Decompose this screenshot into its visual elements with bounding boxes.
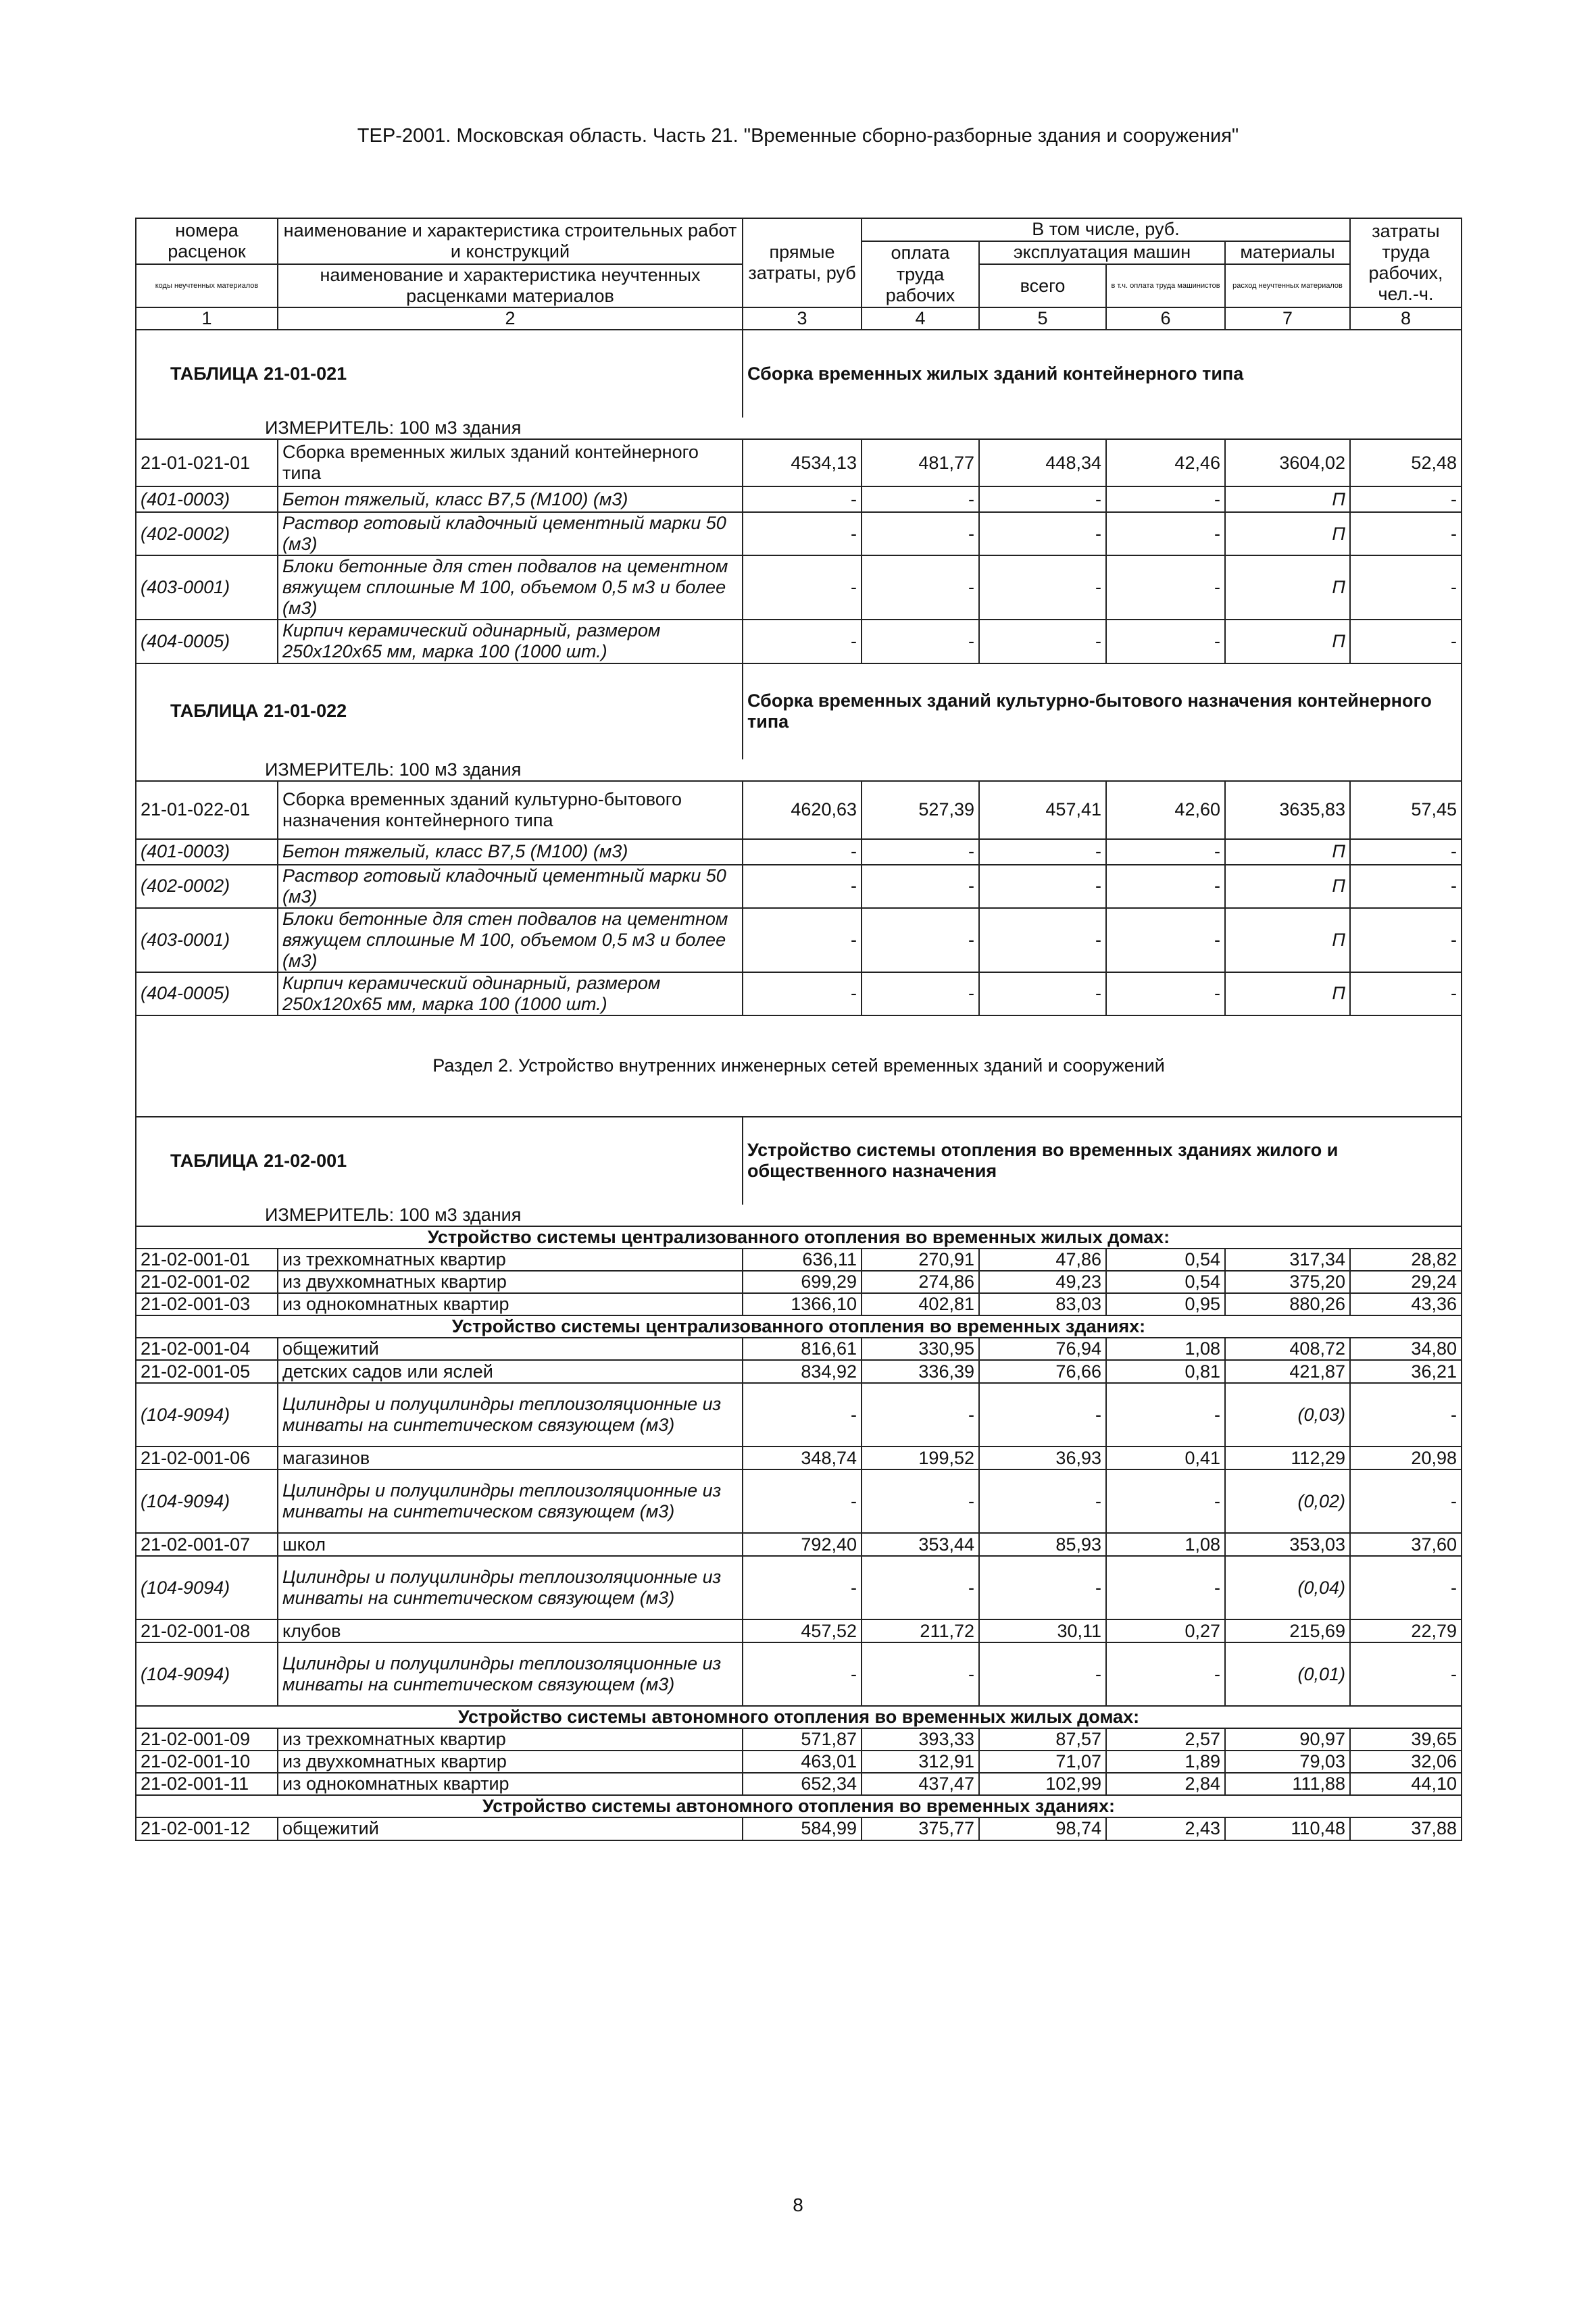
value-cell: - [1106,972,1225,1015]
section-title: Раздел 2. Устройство внутренних инженерных сетей временных зданий и сооружений [136,1015,1462,1117]
rate-row [136,1338,1462,1360]
rate-code: 21-01-022-01 [136,781,278,839]
value-cell: 274,86 [862,1271,979,1293]
value-cell: П [1225,865,1350,908]
value-cell: - [862,1556,979,1619]
value-cell: 0,54 [1106,1271,1225,1293]
rate-code: 21-02-001-09 [136,1728,278,1751]
value-cell: 2,43 [1106,1817,1225,1840]
rate-row [136,1293,1462,1315]
col-number: 5 [979,307,1106,330]
rate-row [136,1619,1462,1642]
value-cell: - [979,620,1106,663]
material-name: Бетон тяжелый, класс В7,5 (М100) (м3) [278,486,743,512]
col-header-code-sub: коды неучтенных материалов [136,264,278,307]
value-cell: - [1350,1556,1462,1619]
value-cell: 112,29 [1225,1447,1350,1469]
col-number: 3 [743,307,862,330]
page-header: ТЕР-2001. Московская область. Часть 21. "Временные сборно-разборные здания и сооружения" [357,125,1239,147]
table-title: Сборка временных зданий культурно-бытового назначения контейнерного типа [743,663,1462,759]
col-header-group: В том числе, руб. [862,218,1350,241]
value-cell: 211,72 [862,1619,979,1642]
value-cell: 330,95 [862,1338,979,1360]
value-cell: 317,34 [1225,1249,1350,1271]
rate-code: 21-02-001-08 [136,1619,278,1642]
value-cell: 57,45 [1350,781,1462,839]
rate-row [136,439,1462,486]
value-cell: 87,57 [979,1728,1106,1751]
col-header-wages: оплата труда рабочих [862,241,979,307]
rate-name: из однокомнатных квартир [278,1293,743,1315]
value-cell: - [979,865,1106,908]
table-label: ТАБЛИЦА 21-01-021 [136,330,743,418]
col-header-name: наименование и характеристика строительных работ и конструкций [278,218,743,264]
value-cell: - [862,555,979,620]
value-cell: 457,41 [979,781,1106,839]
value-cell: 652,34 [743,1773,862,1795]
value-cell: 20,98 [1350,1447,1462,1469]
value-cell: 353,44 [862,1533,979,1556]
value-cell: - [743,865,862,908]
value-cell: - [979,1556,1106,1619]
rate-code: 21-02-001-03 [136,1293,278,1315]
rate-row [136,1360,1462,1383]
value-cell: 199,52 [862,1447,979,1469]
value-cell: - [1106,908,1225,972]
value-cell: 76,66 [979,1360,1106,1383]
rate-name: магазинов [278,1447,743,1469]
material-row [136,486,1462,512]
value-cell: 834,92 [743,1360,862,1383]
table-label: ТАБЛИЦА 21-02-001 [136,1117,743,1205]
value-cell: - [1350,839,1462,865]
value-cell: - [1106,1556,1225,1619]
value-cell: 3635,83 [1225,781,1350,839]
value-cell: - [1106,1383,1225,1447]
value-cell: - [743,1556,862,1619]
value-cell: П [1225,620,1350,663]
value-cell: - [979,512,1106,555]
rate-code: 21-02-001-11 [136,1773,278,1795]
value-cell: 393,33 [862,1728,979,1751]
value-cell: 47,86 [979,1249,1106,1271]
value-cell: - [979,555,1106,620]
value-cell: 29,24 [1350,1271,1462,1293]
value-cell: - [862,486,979,512]
value-cell: - [862,908,979,972]
rate-code: 21-02-001-04 [136,1338,278,1360]
value-cell: 527,39 [862,781,979,839]
col-number: 6 [1106,307,1225,330]
group-header: Устройство системы централизованного отопления во временных жилых домах: [136,1226,1462,1249]
col-number: 8 [1350,307,1462,330]
value-cell: 584,99 [743,1817,862,1840]
material-name: Блоки бетонные для стен подвалов на цементном вяжущем сплошные М 100, объемом 0,5 м3 и более (м3) [278,555,743,620]
table-title: Сборка временных жилых зданий контейнерного типа [743,330,1462,418]
material-row [136,1383,1462,1447]
value-cell: - [1106,486,1225,512]
value-cell: - [979,839,1106,865]
material-name: Бетон тяжелый, класс В7,5 (М100) (м3) [278,839,743,865]
rate-name: из двухкомнатных квартир [278,1751,743,1773]
material-code: (104-9094) [136,1642,278,1706]
group-header: Устройство системы централизованного отопления во временных зданиях: [136,1315,1462,1338]
value-cell: 481,77 [862,439,979,486]
material-code: (104-9094) [136,1383,278,1447]
value-cell: 37,60 [1350,1533,1462,1556]
material-code: (403-0001) [136,908,278,972]
rates-table [135,218,1462,1841]
rate-name: общежитий [278,1817,743,1840]
material-row [136,512,1462,555]
value-cell: 0,54 [1106,1249,1225,1271]
value-cell: 312,91 [862,1751,979,1773]
value-cell: 880,26 [1225,1293,1350,1315]
material-name: Раствор готовый кладочный цементный марки 50 (м3) [278,512,743,555]
value-cell: 0,95 [1106,1293,1225,1315]
rate-row [136,1817,1462,1840]
value-cell: - [743,908,862,972]
col-header-machines: эксплуатация машин [979,241,1225,264]
value-cell: 4534,13 [743,439,862,486]
value-cell: - [1106,620,1225,663]
value-cell: 43,36 [1350,1293,1462,1315]
value-cell: - [743,620,862,663]
material-code: (401-0003) [136,486,278,512]
value-cell: 0,81 [1106,1360,1225,1383]
value-cell: 83,03 [979,1293,1106,1315]
rate-row [136,1728,1462,1751]
value-cell: - [1106,1469,1225,1533]
col-header-name-sub: наименование и характеристика неучтенных расценками материалов [278,264,743,307]
value-cell: - [1350,1383,1462,1447]
material-row [136,1469,1462,1533]
value-cell: 437,47 [862,1773,979,1795]
rate-code: 21-01-021-01 [136,439,278,486]
value-cell: - [1350,486,1462,512]
value-cell: 571,87 [743,1728,862,1751]
value-cell: - [1106,512,1225,555]
value-cell: 49,23 [979,1271,1106,1293]
value-cell: 44,10 [1350,1773,1462,1795]
rate-row [136,1533,1462,1556]
value-cell: - [743,512,862,555]
value-cell: 52,48 [1350,439,1462,486]
rate-code: 21-02-001-05 [136,1360,278,1383]
value-cell: 28,82 [1350,1249,1462,1271]
value-cell: - [1106,555,1225,620]
rate-row [136,1249,1462,1271]
material-code: (402-0002) [136,512,278,555]
rate-row [136,1773,1462,1795]
value-cell: 37,88 [1350,1817,1462,1840]
value-cell: 1366,10 [743,1293,862,1315]
value-cell: - [979,1642,1106,1706]
value-cell: 102,99 [979,1773,1106,1795]
material-code: (401-0003) [136,839,278,865]
rate-name: из двухкомнатных квартир [278,1271,743,1293]
value-cell: - [743,839,862,865]
col-header-code: номера расценок [136,218,278,264]
value-cell: 0,27 [1106,1619,1225,1642]
value-cell: 1,08 [1106,1533,1225,1556]
value-cell: 463,01 [743,1751,862,1773]
value-cell: 2,57 [1106,1728,1225,1751]
material-row [136,555,1462,620]
material-code: (404-0005) [136,620,278,663]
value-cell: 375,20 [1225,1271,1350,1293]
value-cell: 270,91 [862,1249,979,1271]
group-header: Устройство системы автономного отопления во временных зданиях: [136,1795,1462,1817]
rate-code: 21-02-001-10 [136,1751,278,1773]
value-cell: 42,60 [1106,781,1225,839]
value-cell: П [1225,555,1350,620]
value-cell: - [862,620,979,663]
value-cell: 98,74 [979,1817,1106,1840]
value-cell: 36,21 [1350,1360,1462,1383]
col-number: 2 [278,307,743,330]
value-cell: - [1350,972,1462,1015]
value-cell: 85,93 [979,1533,1106,1556]
value-cell: - [1106,839,1225,865]
value-cell: 30,11 [979,1619,1106,1642]
material-code: (104-9094) [136,1556,278,1619]
measurer: ИЗМЕРИТЕЛЬ: 100 м3 здания [136,1205,1462,1226]
value-cell: 448,34 [979,439,1106,486]
rate-code: 21-02-001-07 [136,1533,278,1556]
rate-row [136,1751,1462,1773]
rate-row [136,1271,1462,1293]
value-cell: 348,74 [743,1447,862,1469]
material-row [136,1556,1462,1619]
value-cell: 22,79 [1350,1619,1462,1642]
value-cell: - [862,839,979,865]
rate-name: клубов [278,1619,743,1642]
value-cell: - [1350,620,1462,663]
value-cell: 32,06 [1350,1751,1462,1773]
value-cell: 76,94 [979,1338,1106,1360]
value-cell: 457,52 [743,1619,862,1642]
col-header-materials: материалы [1225,241,1350,264]
rate-row [136,781,1462,839]
value-cell: 71,07 [979,1751,1106,1773]
rate-name: Сборка временных зданий культурно-бытового назначения контейнерного типа [278,781,743,839]
value-cell: П [1225,972,1350,1015]
value-cell: 353,03 [1225,1533,1350,1556]
material-code: (404-0005) [136,972,278,1015]
value-cell: 90,97 [1225,1728,1350,1751]
value-cell: 215,69 [1225,1619,1350,1642]
material-row [136,1642,1462,1706]
table-title: Устройство системы отопления во временных зданиях жилого и общественного назначения [743,1117,1462,1205]
value-cell: (0,02) [1225,1469,1350,1533]
value-cell: 375,77 [862,1817,979,1840]
material-code: (104-9094) [136,1469,278,1533]
col-header-unaccounted-materials: расход неучтенных материалов [1225,264,1350,307]
col-header-machines-total: всего [979,264,1106,307]
col-header-operator-wages: в т.ч. оплата труда машинистов [1106,264,1225,307]
rate-name: Сборка временных жилых зданий контейнерного типа [278,439,743,486]
col-number: 7 [1225,307,1350,330]
value-cell: П [1225,839,1350,865]
value-cell: 408,72 [1225,1338,1350,1360]
value-cell: - [1350,908,1462,972]
rate-name: из трехкомнатных квартир [278,1728,743,1751]
value-cell: - [1350,1469,1462,1533]
material-row [136,620,1462,663]
value-cell: П [1225,486,1350,512]
material-row [136,972,1462,1015]
value-cell: 699,29 [743,1271,862,1293]
value-cell: 39,65 [1350,1728,1462,1751]
value-cell: - [979,1383,1106,1447]
value-cell: 636,11 [743,1249,862,1271]
rate-name: детских садов или яслей [278,1360,743,1383]
value-cell: 816,61 [743,1338,862,1360]
col-header-direct: прямые затраты, руб [743,218,862,307]
value-cell: 79,03 [1225,1751,1350,1773]
value-cell: 4620,63 [743,781,862,839]
value-cell: 792,40 [743,1533,862,1556]
material-row [136,865,1462,908]
value-cell: - [1106,1642,1225,1706]
value-cell: 1,89 [1106,1751,1225,1773]
value-cell: - [862,972,979,1015]
value-cell: П [1225,512,1350,555]
group-header: Устройство системы автономного отопления во временных жилых домах: [136,1706,1462,1728]
material-name: Кирпич керамический одинарный, размером 250х120х65 мм, марка 100 (1000 шт.) [278,620,743,663]
material-row [136,839,1462,865]
rate-name: общежитий [278,1338,743,1360]
value-cell: П [1225,908,1350,972]
value-cell: - [862,1383,979,1447]
rate-name: из трехкомнатных квартир [278,1249,743,1271]
rate-code: 21-02-001-12 [136,1817,278,1840]
material-name: Кирпич керамический одинарный, размером 250х120х65 мм, марка 100 (1000 шт.) [278,972,743,1015]
rate-code: 21-02-001-06 [136,1447,278,1469]
rate-code: 21-02-001-02 [136,1271,278,1293]
value-cell: 36,93 [979,1447,1106,1469]
value-cell: - [862,1469,979,1533]
material-code: (403-0001) [136,555,278,620]
value-cell: - [1350,512,1462,555]
material-name: Блоки бетонные для стен подвалов на цементном вяжущем сплошные М 100, объемом 0,5 м3 и более (м3) [278,908,743,972]
value-cell: (0,01) [1225,1642,1350,1706]
value-cell: - [1350,1642,1462,1706]
value-cell: 1,08 [1106,1338,1225,1360]
value-cell: - [862,1642,979,1706]
value-cell: 0,41 [1106,1447,1225,1469]
value-cell: (0,04) [1225,1556,1350,1619]
value-cell: 3604,02 [1225,439,1350,486]
rate-code: 21-02-001-01 [136,1249,278,1271]
value-cell: - [862,512,979,555]
value-cell: 2,84 [1106,1773,1225,1795]
value-cell: 402,81 [862,1293,979,1315]
measurer: ИЗМЕРИТЕЛЬ: 100 м3 здания [136,759,1462,781]
value-cell: - [743,486,862,512]
col-number: 1 [136,307,278,330]
material-name: Цилиндры и полуцилиндры теплоизоляционные из минваты на синтетическом связующем (м3) [278,1469,743,1533]
value-cell: 336,39 [862,1360,979,1383]
value-cell: - [1350,555,1462,620]
material-row [136,908,1462,972]
material-code: (402-0002) [136,865,278,908]
table-label: ТАБЛИЦА 21-01-022 [136,663,743,759]
value-cell: - [979,1469,1106,1533]
value-cell: - [743,1383,862,1447]
value-cell: - [1350,865,1462,908]
value-cell: 421,87 [1225,1360,1350,1383]
value-cell: - [862,865,979,908]
value-cell: 34,80 [1350,1338,1462,1360]
value-cell: - [979,908,1106,972]
material-name: Раствор готовый кладочный цементный марки 50 (м3) [278,865,743,908]
rate-name: школ [278,1533,743,1556]
value-cell: 110,48 [1225,1817,1350,1840]
value-cell: - [743,555,862,620]
page-number: 8 [793,2194,803,2215]
measurer: ИЗМЕРИТЕЛЬ: 100 м3 здания [136,418,1462,439]
value-cell: (0,03) [1225,1383,1350,1447]
rate-row [136,1447,1462,1469]
value-cell: - [743,1642,862,1706]
value-cell: - [979,486,1106,512]
col-number: 4 [862,307,979,330]
col-header-labor: затраты труда рабочих, чел.-ч. [1350,218,1462,307]
value-cell: - [743,1469,862,1533]
material-name: Цилиндры и полуцилиндры теплоизоляционные из минваты на синтетическом связующем (м3) [278,1642,743,1706]
value-cell: - [743,972,862,1015]
value-cell: 111,88 [1225,1773,1350,1795]
value-cell: - [1106,865,1225,908]
value-cell: 42,46 [1106,439,1225,486]
material-name: Цилиндры и полуцилиндры теплоизоляционные из минваты на синтетическом связующем (м3) [278,1556,743,1619]
value-cell: - [979,972,1106,1015]
rate-name: из однокомнатных квартир [278,1773,743,1795]
material-name: Цилиндры и полуцилиндры теплоизоляционные из минваты на синтетическом связующем (м3) [278,1383,743,1447]
